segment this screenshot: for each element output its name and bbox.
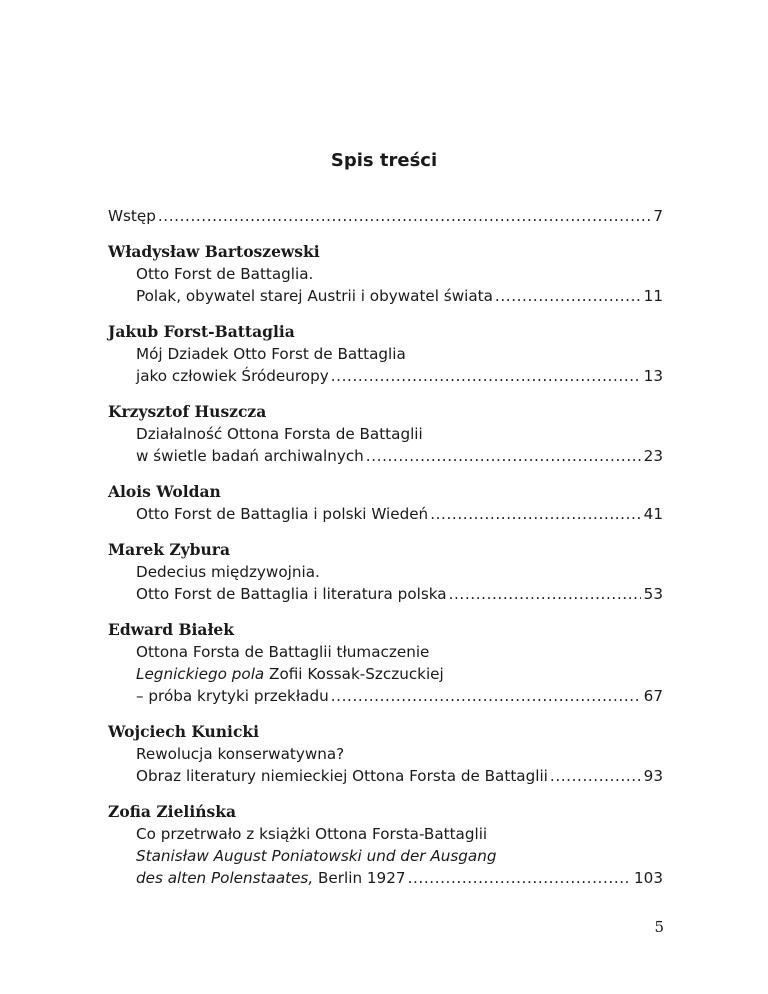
toc-title-text: Otto Forst de Battaglia i polski Wiedeń xyxy=(136,505,429,523)
table-of-contents xyxy=(108,205,663,889)
dot-leader xyxy=(449,583,641,605)
toc-title-line xyxy=(108,823,663,845)
toc-title-line xyxy=(108,663,663,685)
toc-title-line xyxy=(108,765,663,787)
dot-leader xyxy=(158,205,650,227)
toc-entry[interactable] xyxy=(108,241,663,307)
toc-title-text: Polak, obywatel starej Austrii i obywatel świata xyxy=(136,287,493,305)
toc-title-italic: Stanisław August Poniatowski und der Ausgang xyxy=(136,847,497,865)
toc-title-line xyxy=(108,583,663,605)
toc-title-italic: Legnickiego pola xyxy=(136,665,265,683)
dot-leader xyxy=(331,365,641,387)
toc-title-text: Ottona Forsta de Battaglii tłumaczenie xyxy=(136,643,430,661)
toc-title-text: jako człowiek Śródeuropy xyxy=(136,367,329,385)
toc-title-text: Rewolucja konserwatywna? xyxy=(136,745,345,763)
toc-title-text: – próba krytyki przekładu xyxy=(136,687,329,705)
toc-title-text: Co przetrwało z książki Ottona Forsta-Battaglii xyxy=(136,825,488,843)
toc-author: Marek Zybura xyxy=(108,540,231,559)
toc-title-italic: des alten Polenstaates, xyxy=(136,869,314,887)
toc-page-number: 93 xyxy=(643,767,663,785)
toc-author: Krzysztof Huszcza xyxy=(108,402,267,421)
toc-title-line xyxy=(108,423,663,445)
dot-leader xyxy=(366,445,641,467)
toc-title-text xyxy=(136,867,406,889)
toc-entry[interactable] xyxy=(108,619,663,707)
toc-author: Władysław Bartoszewski xyxy=(108,242,320,261)
toc-title-line xyxy=(108,285,663,307)
dot-leader xyxy=(430,503,640,525)
toc-author: Jakub Forst-Battaglia xyxy=(108,322,295,341)
toc-title-line xyxy=(108,445,663,467)
toc-title-line xyxy=(108,503,663,525)
toc-title-line xyxy=(108,743,663,765)
toc-title-line xyxy=(108,561,663,583)
toc-title-line xyxy=(108,365,663,387)
toc-title-text: Dedecius międzywojnia. xyxy=(136,563,320,581)
toc-page-number: 103 xyxy=(634,869,663,887)
toc-author: Edward Białek xyxy=(108,620,235,639)
toc-title-line xyxy=(108,867,663,889)
toc-title-text: Otto Forst de Battaglia i literatura polska xyxy=(136,585,447,603)
toc-title-text: Działalność Ottona Forsta de Battaglii xyxy=(136,425,423,443)
toc-author: Zofia Zielińska xyxy=(108,802,236,821)
toc-page-number: 7 xyxy=(653,207,663,225)
toc-page-number: 23 xyxy=(643,447,663,465)
toc-entry-label: Wstęp xyxy=(108,207,156,225)
toc-title-text xyxy=(136,663,444,685)
toc-title-text: Obraz literatury niemieckiej Ottona Forsta de Battaglii xyxy=(136,767,548,785)
toc-entry[interactable] xyxy=(108,801,663,889)
dot-leader xyxy=(550,765,641,787)
toc-title-line xyxy=(108,343,663,365)
toc-title-text-rest: Zofii Kossak-Szczuckiej xyxy=(264,665,444,683)
toc-page-number: 11 xyxy=(643,287,663,305)
toc-title-line xyxy=(108,263,663,285)
toc-page-number: 41 xyxy=(643,505,663,523)
toc-entry[interactable] xyxy=(108,401,663,467)
toc-title-text-rest: Berlin 1927 xyxy=(313,869,406,887)
toc-title-line xyxy=(108,641,663,663)
page-number: 5 xyxy=(654,918,664,936)
dot-leader xyxy=(331,685,641,707)
toc-entry[interactable] xyxy=(108,321,663,387)
toc-entry-intro[interactable] xyxy=(108,205,663,227)
toc-author: Wojciech Kunicki xyxy=(108,722,260,741)
toc-title-line xyxy=(108,845,663,867)
toc-title-text: w świetle badań archiwalnych xyxy=(136,447,364,465)
toc-entry[interactable] xyxy=(108,721,663,787)
page-title: Spis treści xyxy=(330,150,438,171)
dot-leader xyxy=(495,285,641,307)
toc-entry[interactable] xyxy=(108,481,663,525)
toc-page-number: 13 xyxy=(643,367,663,385)
toc-page-number: 53 xyxy=(643,585,663,603)
toc-title-text: Otto Forst de Battaglia. xyxy=(136,265,314,283)
toc-title-line xyxy=(108,685,663,707)
toc-page-number: 67 xyxy=(643,687,663,705)
dot-leader xyxy=(408,867,631,889)
toc-author: Alois Woldan xyxy=(108,482,221,501)
toc-entry[interactable] xyxy=(108,539,663,605)
toc-title-text: Mój Dziadek Otto Forst de Battaglia xyxy=(136,345,406,363)
